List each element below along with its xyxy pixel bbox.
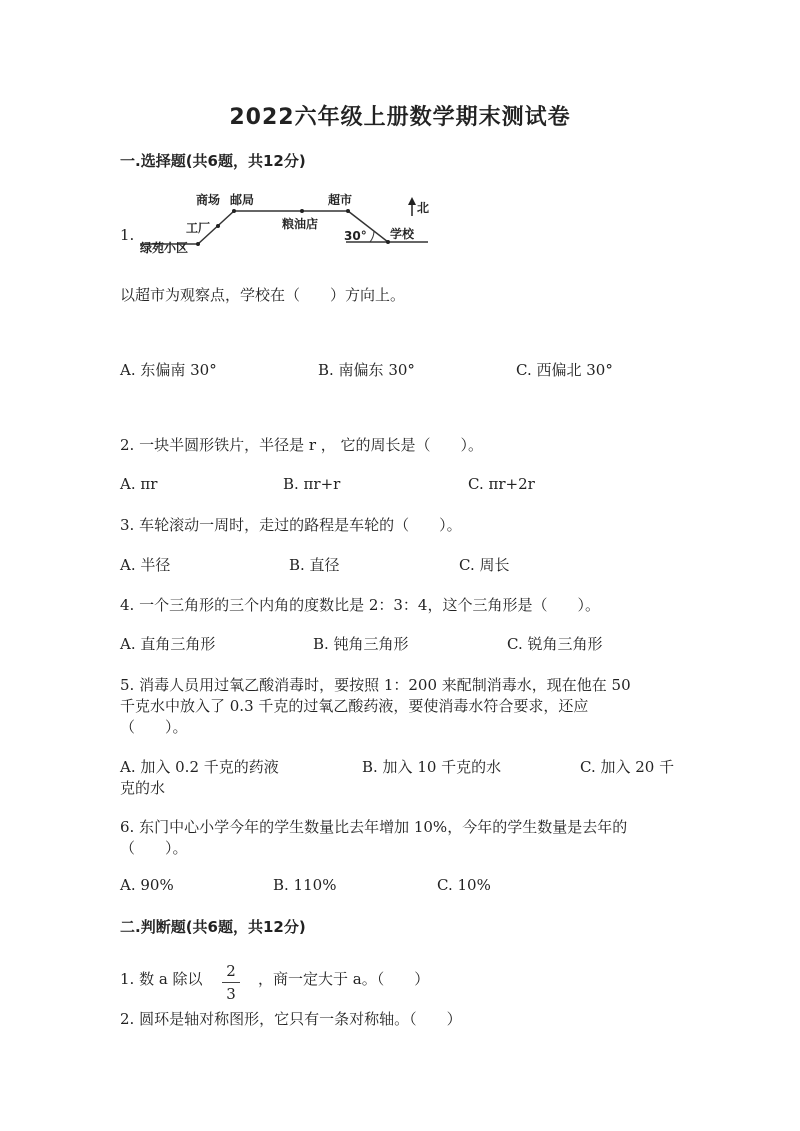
option-a[interactable]: A. 90% (120, 876, 174, 894)
option-b[interactable]: B. πr+r (283, 475, 341, 493)
option-c[interactable]: C. 锐角三角形 (507, 635, 603, 653)
question-5-line-1: 5. 消毒人员用过氧乙酸消毒时，要按照 1：200 来配制消毒水，现在他在 50 (120, 676, 631, 694)
map-label-angle: 30° (344, 229, 367, 243)
section-heading-choice: 一.选择题(共6题，共12分) (120, 152, 306, 170)
map-label-school: 学校 (390, 227, 415, 241)
map-label-post-office: 邮局 (230, 193, 255, 207)
question-6-line-2: （ ）。 (120, 839, 188, 857)
fraction-bar (222, 982, 240, 983)
question-3-text: 3. 车轮滚动一周时，走过的路程是车轮的（ ）。 (120, 516, 462, 534)
location-map-figure (138, 190, 438, 256)
judgement-2-text: 2. 圆环是轴对称图形，它只有一条对称轴。（ ） (120, 1010, 462, 1028)
map-label-factory: 工厂 (186, 221, 211, 235)
option-b[interactable]: B. 钝角三角形 (313, 635, 409, 653)
option-a[interactable]: A. 半径 (120, 556, 171, 574)
option-a[interactable]: A. 加入 0.2 千克的药液 (120, 758, 279, 776)
map-label-community: 绿苑小区 (140, 241, 189, 255)
option-c-continued: 克的水 (120, 779, 166, 797)
judgement-1-before: 1. 数 a 除以 (120, 970, 203, 988)
map-label-grain-shop: 粮油店 (282, 217, 319, 231)
question-number: 1. (120, 226, 135, 244)
option-a[interactable]: A. 直角三角形 (120, 635, 216, 653)
question-5-line-3: （ ）。 (120, 718, 188, 736)
option-c[interactable]: C. 加入 20 千 (580, 758, 675, 776)
option-c[interactable]: C. 西偏北 30° (516, 361, 613, 379)
option-b[interactable]: B. 南偏东 30° (318, 361, 415, 379)
question-6-line-1: 6. 东门中心小学今年的学生数量比去年增加 10%，今年的学生数量是去年的 (120, 818, 628, 836)
option-c[interactable]: C. 周长 (459, 556, 510, 574)
option-a[interactable]: A. 东偏南 30° (120, 361, 217, 379)
question-4-text: 4. 一个三角形的三个内角的度数比是 2：3：4，这个三角形是（ ）。 (120, 596, 600, 614)
fraction-two-thirds (220, 962, 242, 1003)
option-b[interactable]: B. 加入 10 千克的水 (362, 758, 502, 776)
question-1-text: 以超市为观察点，学校在（ ）方向上。 (120, 286, 406, 304)
map-label-mall: 商场 (196, 193, 221, 207)
fraction-denominator: 3 (226, 985, 236, 1003)
question-5-line-2: 千克水中放入了 0.3 千克的过氧乙酸药液，要使消毒水符合要求，还应 (120, 697, 589, 715)
option-a[interactable]: A. πr (120, 475, 158, 493)
question-2-text: 2. 一块半圆形铁片，半径是 r ， 它的周长是（ ）。 (120, 436, 484, 454)
judgement-1-after: ，商一定大于 a。（ ） (258, 970, 430, 988)
page-title: 2022六年级上册数学期末测试卷 (229, 105, 571, 130)
option-c[interactable]: C. πr+2r (468, 475, 535, 493)
fraction-numerator: 2 (226, 962, 236, 980)
option-b[interactable]: B. 直径 (289, 556, 340, 574)
option-b[interactable]: B. 110% (273, 876, 337, 894)
section-heading-judgement: 二.判断题(共6题，共12分) (120, 918, 306, 936)
map-label-supermarket: 超市 (328, 193, 353, 207)
map-label-north: 北 (417, 201, 430, 215)
option-c[interactable]: C. 10% (437, 876, 491, 894)
